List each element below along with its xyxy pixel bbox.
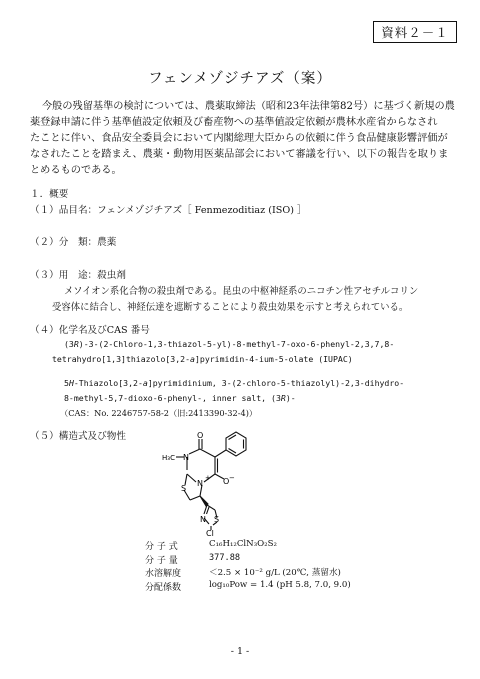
atom-N-methyl: N [183, 453, 189, 462]
item-product-name: （１）品目名：フェンメゾジチアズ［ Fenmezoditiaz (ISO) ］ [30, 205, 307, 216]
prop-label-water-solubility: 水溶解度 [145, 569, 182, 579]
methyl-group: H₃C [162, 454, 175, 462]
use-description-line-1: メソイオン系化合物の殺虫剤である。昆虫の中枢神経系のニコチン性アセチルコリン [64, 286, 419, 297]
atom-N-thiazole: N [200, 515, 206, 524]
item-chemical-name-heading: （４）化学名及びCAS 番号 [30, 325, 150, 336]
prop-value-formula: C₁₆H₁₂ClN₃O₂S₂ [209, 539, 277, 549]
intro-line-1: 今般の残留基準の検討については、農薬取締法（昭和23年法律第82号）に基づく新規の農 [42, 101, 455, 112]
bond [215, 450, 226, 457]
iupac-name-line-2: tetrahydro[1,3]thiazolo[3,2-a]pyrimidin-4-ium-5-olate (IUPAC) [52, 354, 353, 364]
minus-charge: − [229, 474, 235, 482]
prop-label-formula: 分 子 式 [145, 542, 178, 552]
cas-number: （CAS：No. 2246757-58-2（旧:2413390-32-4)） [60, 408, 258, 418]
bond [190, 496, 200, 500]
intro-line-2: 薬登録申請に伴う基準値設定依頼及び畜産物への基準値設定依頼が農林水産省からなされ [30, 117, 438, 128]
bond [200, 449, 215, 457]
prop-label-partition-coefficient: 分配係数 [145, 583, 182, 593]
wedge-bond [200, 496, 208, 506]
atom-Cl: Cl [206, 529, 214, 536]
atom-O-minus: O [223, 477, 230, 486]
bond [207, 507, 210, 514]
page-title: フェンメゾジチアズ（案） [148, 71, 332, 87]
cas-name-line-2: 8-methyl-5,7-dioxo-6-phenyl-, inner salt, (3R)- [64, 393, 296, 403]
item-structure-heading: （５）構造式及び物性 [30, 431, 126, 442]
prop-value-molecular-weight: 377.88 [209, 553, 241, 563]
prop-value-partition-coefficient: log₁₀Pow = 1.4 (pH 5.8, 7.0, 9.0) [209, 580, 351, 590]
prop-label-molecular-weight: 分 子 量 [145, 556, 178, 566]
bond [187, 474, 196, 482]
intro-line-3: たことに伴い、食品安全委員会において内閣総理大臣からの依頼に伴う食品健康影響評価が [30, 133, 448, 144]
bond [189, 449, 200, 454]
intro-line-5: とめるものである。 [30, 165, 122, 176]
cas-name-line-1: 5H-Thiazolo[3,2-a]pyrimidinium, 3-(2-chloro-5-thiazolyl)-2,3-dihydro- [64, 378, 405, 388]
iupac-name-line-1: (3R)-3-(2-Chloro-1,3-thiazol-5-yl)-8-methyl-7-oxo-6-phenyl-2,3,7,8- [64, 339, 395, 349]
document-id-box: 資料２－１ [373, 21, 457, 43]
structural-formula [160, 430, 270, 536]
prop-value-water-solubility: ＜2.5 × 10⁻² g/L (20℃, 蒸留水) [209, 568, 341, 578]
plus-charge: + [205, 474, 211, 482]
atom-O: O [197, 431, 204, 440]
atom-N-plus: N [197, 479, 203, 488]
atom-S-thiazole: S [214, 515, 220, 524]
item-use: （３）用 途：殺虫剤 [30, 270, 126, 281]
use-description-line-2: 受容体に結合し、神経伝達を遮断することにより殺虫効果を示すと考えられている。 [52, 302, 409, 313]
page-number: - 1 - [230, 646, 250, 657]
intro-line-4: なされたことを踏まえ、農薬・動物用医薬品部会において審議を行い、以下の報告を取りま [30, 149, 449, 160]
atom-S-ring: S [181, 484, 187, 493]
item-classification: （２）分 類：農薬 [30, 237, 117, 248]
section-heading-overview: １．概要 [30, 189, 69, 200]
